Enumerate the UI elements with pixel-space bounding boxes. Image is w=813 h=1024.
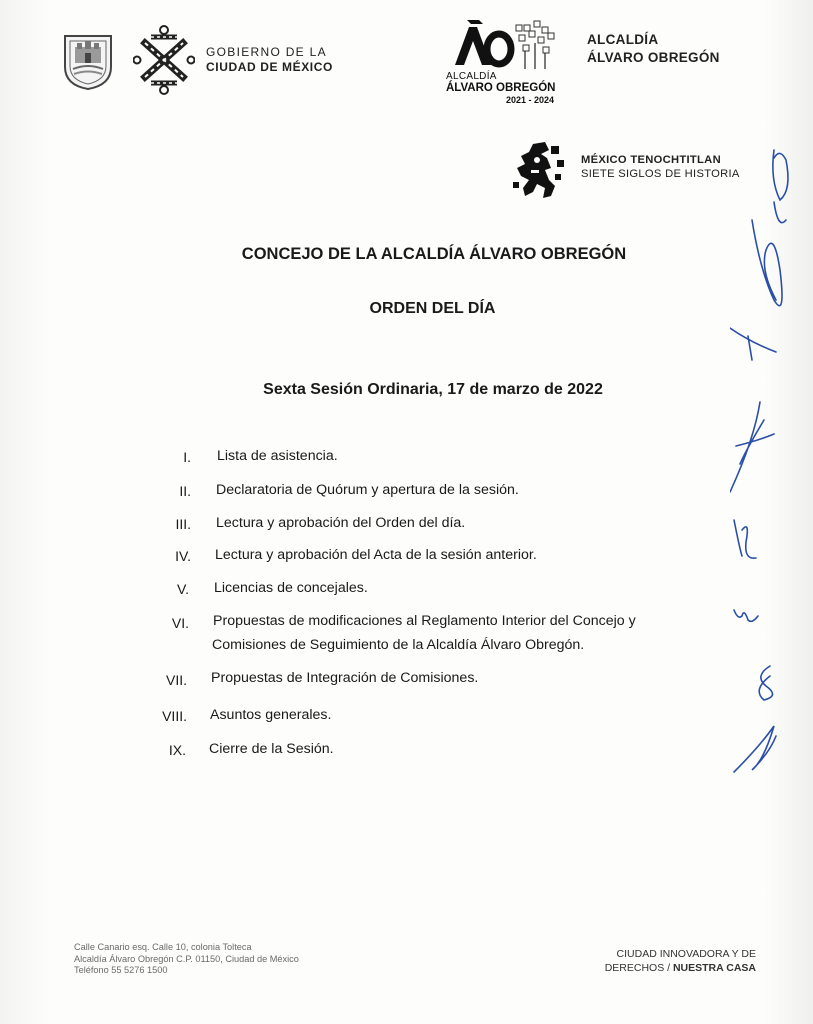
footer-slogan-line1: CIUDAD INNOVADORA Y DE bbox=[616, 948, 756, 960]
footer-slogan-line2a: DERECHOS / bbox=[604, 962, 673, 974]
signature-mark-4 bbox=[730, 402, 774, 492]
tenochtitlan-line1: MÉXICO TENOCHTITLAN bbox=[581, 154, 721, 166]
alcaldia-logo-years: 2021 - 2024 bbox=[506, 95, 555, 105]
agenda-item-text: Cierre de la Sesión. bbox=[209, 741, 334, 757]
footer-slogan-line2 bbox=[560, 961, 756, 975]
gobierno-cdmx-wordmark bbox=[206, 45, 333, 75]
signature-mark-7 bbox=[759, 666, 772, 700]
footer-address-line2: Alcaldía Álvaro Obregón C.P. 01150, Ciudad de México bbox=[74, 953, 299, 964]
agenda-item-text: Declaratoria de Quórum y apertura de la sesión. bbox=[216, 482, 519, 498]
agenda-item-number: VI. bbox=[171, 615, 189, 631]
alcaldia-text-line1: ALCALDÍA bbox=[587, 32, 659, 47]
session-heading: Sexta Sesión Ordinaria, 17 de marzo de 2022 bbox=[263, 381, 603, 398]
signature-mark-1 bbox=[773, 150, 788, 223]
alcaldia-logo-line2: ÁLVARO OBREGÓN bbox=[446, 82, 556, 94]
alcaldia-text-line2: ÁLVARO OBREGÓN bbox=[587, 50, 720, 65]
footer-address-line1: Calle Canario esq. Calle 10, colonia Tolteca bbox=[74, 942, 252, 952]
tenochtitlan-line2: SIETE SIGLOS DE HISTORIA bbox=[581, 168, 740, 180]
alcaldia-logo-line1: ALCALDÍA bbox=[446, 71, 497, 82]
signature-mark-2 bbox=[752, 220, 782, 306]
gobierno-line2: CIUDAD DE MÉXICO bbox=[206, 60, 333, 74]
agenda-item-number: I. bbox=[183, 449, 191, 465]
document-subtitle: ORDEN DEL DÍA bbox=[369, 300, 496, 317]
agenda-item-text: Propuestas de modificaciones al Reglamento Interior del Concejo y bbox=[213, 613, 636, 629]
signature-mark-5 bbox=[734, 520, 756, 558]
agenda-item-number: VIII. bbox=[162, 708, 187, 724]
signature-mark-8 bbox=[734, 726, 776, 772]
footer-address-line3: Teléfono 55 5276 1500 bbox=[74, 965, 168, 975]
agenda-item-number: VII. bbox=[165, 672, 187, 688]
alcaldia-wordmark bbox=[587, 31, 720, 67]
agenda-item-number: IV. bbox=[175, 548, 191, 564]
footer-slogan bbox=[560, 947, 756, 975]
cdmx-coat-of-arms-icon bbox=[62, 33, 114, 91]
agenda-item-text-continued: Comisiones de Seguimiento de la Alcaldía Álvaro Obregón. bbox=[212, 637, 585, 653]
agenda-item-text: Asuntos generales. bbox=[210, 707, 332, 723]
agenda-item-number: IX. bbox=[168, 742, 186, 758]
document-title: CONCEJO DE LA ALCALDÍA ÁLVARO OBREGÓN bbox=[241, 245, 627, 263]
margin-signatures bbox=[730, 120, 810, 800]
tenochtitlan-wordmark bbox=[581, 153, 740, 181]
agenda-item-number: III. bbox=[175, 516, 191, 532]
agenda-item-number: V. bbox=[177, 581, 189, 597]
footer-address bbox=[74, 942, 299, 977]
signature-mark-6 bbox=[734, 610, 758, 621]
tenochtitlan-glyph-icon bbox=[511, 140, 569, 202]
gobierno-line1: GOBIERNO DE LA bbox=[206, 45, 327, 59]
agenda-item-number: II. bbox=[179, 483, 191, 499]
agenda-item-text: Licencias de concejales. bbox=[214, 580, 368, 596]
alcaldia-logo-caption bbox=[446, 72, 566, 106]
footer-slogan-line2b: NUESTRA CASA bbox=[672, 962, 756, 974]
agenda-item-text: Lectura y aprobación del Acta de la sesión anterior. bbox=[215, 547, 537, 563]
agenda-item-text: Lectura y aprobación del Orden del día. bbox=[216, 515, 466, 531]
agenda-item-text: Lista de asistencia. bbox=[217, 448, 338, 464]
agenda-item-text: Propuestas de Integración de Comisiones. bbox=[211, 670, 479, 686]
gobierno-cdmx-logo-icon bbox=[133, 25, 195, 95]
signature-mark-3 bbox=[730, 328, 776, 360]
